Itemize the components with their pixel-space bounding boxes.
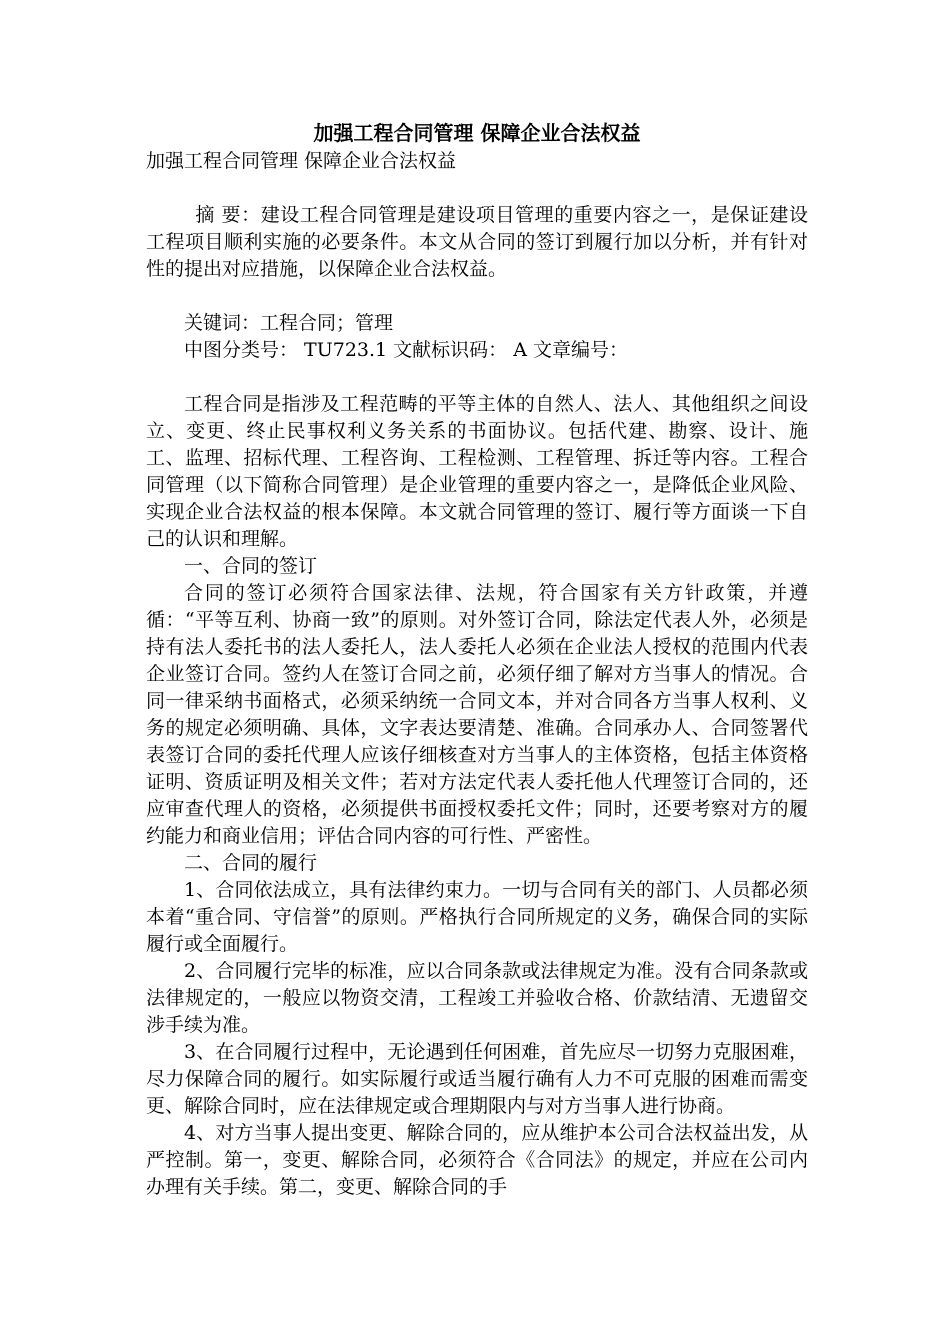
list-item: 3、在合同履行过程中，无论遇到任何困难，首先应尽一切努力克服困难，尽力保障合同的履行。如实际履行或适当履行确有人力不可克服的困难而需变更、解除合同时，应在法律规定或合理期限内与对方当事人进行协商。 bbox=[146, 1041, 808, 1117]
intro-paragraph: 工程合同是指涉及工程范畴的平等主体的自然人、法人、其他组织之间设立、变更、终止民事权利义务关系的书面协议。包括代建、勘察、设计、施工、监理、招标代理、工程咨询、工程检测、工程管理、拆迁等内容。工程合同管理（以下简称合同管理）是企业管理的重要内容之一，是降低企业风险、实现企业合法权益的根本保障。本文就合同管理的签订、履行等方面谈一下自己的认识和理解。 bbox=[146, 393, 808, 550]
classification-line: 中图分类号： TU723.1 文献标识码： A 文章编号： bbox=[184, 339, 628, 361]
abstract-text: 建设工程合同管理是建设项目管理的重要内容之一，是保证建设工程项目顺利实施的必要条件。本文从合同的签订到履行加以分析，并有针对性的提出对应措施，以保障企业合法权益。 bbox=[146, 204, 808, 280]
list-item: 4、对方当事人提出变更、解除合同的，应从维护本公司合法权益出发，从严控制。第一，变更、解除合同，必须符合《合同法》的规定，并应在公司内办理有关手续。第二，变更、解除合同的手 bbox=[146, 1122, 808, 1198]
list-item: 1、合同依法成立，具有法律约束力。一切与合同有关的部门、人员都必须本着“重合同、守信誉”的原则。严格执行合同所规定的义务，确保合同的实际履行或全面履行。 bbox=[146, 879, 808, 955]
document-subtitle: 加强工程合同管理 保障企业合法权益 bbox=[146, 150, 457, 172]
keywords-line: 关键词：工程合同；管理 bbox=[184, 312, 394, 334]
abstract-label: 摘 要： bbox=[195, 204, 261, 226]
section-heading-signing: 一、合同的签订 bbox=[184, 555, 318, 577]
section-heading-performance: 二、合同的履行 bbox=[184, 852, 318, 874]
document-title: 加强工程合同管理 保障企业合法权益 bbox=[313, 121, 641, 145]
abstract-paragraph bbox=[146, 202, 808, 283]
section-paragraph-signing: 合同的签订必须符合国家法律、法规，符合国家有关方针政策，并遵循：“平等互利、协商一致”的原则。对外签订合同，除法定代表人外，必须是持有法人委托书的法人委托人，法人委托人必须在企业法人授权的范围内代表企业签订合同。签约人在签订合同之前，必须仔细了解对方当事人的情况。合同一律采纳书面格式，必须采纳统一合同文本，并对合同各方当事人权利、义务的规定必须明确、具体，文字表达要清楚、准确。合同承办人、合同签署代表签订合同的委托代理人应该仔细核查对方当事人的主体资格，包括主体资格证明、资质证明及相关文件；若对方法定代表人委托他人代理签订合同的，还应审查代理人的资格，必须提供书面授权委托文件；同时，还要考察对方的履约能力和商业信用；评估合同内容的可行性、严密性。 bbox=[146, 582, 808, 847]
list-item: 2、合同履行完毕的标准，应以合同条款或法律规定为准。没有合同条款或法律规定的，一般应以物资交清，工程竣工并验收合格、价款结清、无遗留交涉手续为准。 bbox=[146, 960, 808, 1036]
meta-block bbox=[146, 310, 808, 364]
